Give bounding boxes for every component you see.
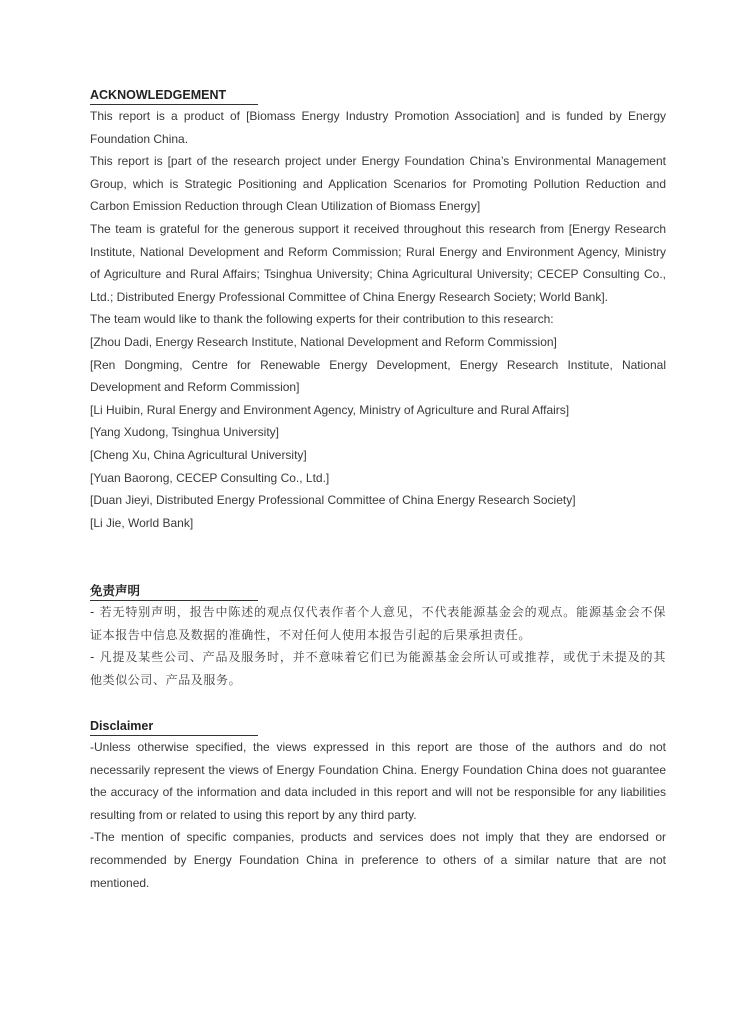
disclaimer-en-heading: Disclaimer bbox=[90, 719, 154, 733]
disclaimer-zh-heading: 免责声明 bbox=[90, 584, 141, 598]
expert-item: [Duan Jieyi, Distributed Energy Professional Committee of China Energy Research Society] bbox=[90, 493, 576, 508]
expert-item: [Ren Dongming, Centre for Renewable Energy Development, Energy Research Institute, National Development and Reform Commission] bbox=[90, 357, 666, 395]
acknowledgement-section bbox=[90, 87, 666, 534]
ack-paragraph-experts-intro: The team would like to thank the following experts for their contribution to this research: bbox=[90, 312, 554, 327]
disclaimer-zh-paragraph: - 若无特别声明，报告中陈述的观点仅代表作者个人意见，不代表能源基金会的观点。能源基金会不保证本报告中信息及数据的准确性，不对任何人使用本报告引起的后果承担责任。 bbox=[90, 605, 666, 642]
disclaimer-zh-section bbox=[90, 583, 666, 691]
expert-item: [Yuan Baorong, CECEP Consulting Co., Ltd.] bbox=[90, 470, 330, 485]
ack-paragraph-project: This report is [part of the research project under Energy Foundation China’s Environmental Management Group, which is Strategic Positioning and Application Scenarios for Promoting Pollution Reduction and Carbon Emission Reduction through Clean Utilization of Biomass Energy] bbox=[90, 154, 666, 214]
disclaimer-en-paragraph: -The mention of specific companies, products and services does not imply that they are endorsed or recommended by Energy Foundation China in preference to others of a similar nature that are not mentioned. bbox=[90, 830, 666, 890]
expert-item: [Zhou Dadi, Energy Research Institute, National Development and Reform Commission] bbox=[90, 334, 557, 349]
expert-item: [Yang Xudong, Tsinghua University] bbox=[90, 425, 280, 440]
expert-item: [Cheng Xu, China Agricultural University] bbox=[90, 447, 307, 462]
disclaimer-zh-paragraph: - 凡提及某些公司、产品及服务时，并不意味着它们已为能源基金会所认可或推荐，或优于未提及的其他类似公司、产品及服务。 bbox=[90, 650, 666, 687]
ack-paragraph-funding: This report is a product of [Biomass Energy Industry Promotion Association] and is funded by Energy Foundation China. bbox=[90, 109, 666, 146]
expert-item: [Li Huibin, Rural Energy and Environment Agency, Ministry of Agriculture and Rural Affairs] bbox=[90, 402, 570, 417]
expert-item: [Li Jie, World Bank] bbox=[90, 515, 194, 530]
disclaimer-en-section bbox=[90, 718, 666, 894]
acknowledgement-heading: ACKNOWLEDGEMENT bbox=[90, 88, 227, 102]
ack-paragraph-support: The team is grateful for the generous support it received throughout this research from [Energy Research Institute, National Development and Reform Commission; Rural Energy and Environment Agency, Ministry of Agriculture and Rural Affairs; Tsinghua University; China Agricultural University; CECEP Consulting Co., Ltd.; Distributed Energy Professional Committee of China Energy Research Society; World Bank]. bbox=[90, 221, 666, 304]
disclaimer-en-paragraph: -Unless otherwise specified, the views expressed in this report are those of the authors and do not necessarily represent the views of Energy Foundation China. Energy Foundation China does not guarantee the accuracy of the information and data included in this report and will not be responsible for any liabilities resulting from or related to using this report by any third party. bbox=[90, 740, 666, 822]
